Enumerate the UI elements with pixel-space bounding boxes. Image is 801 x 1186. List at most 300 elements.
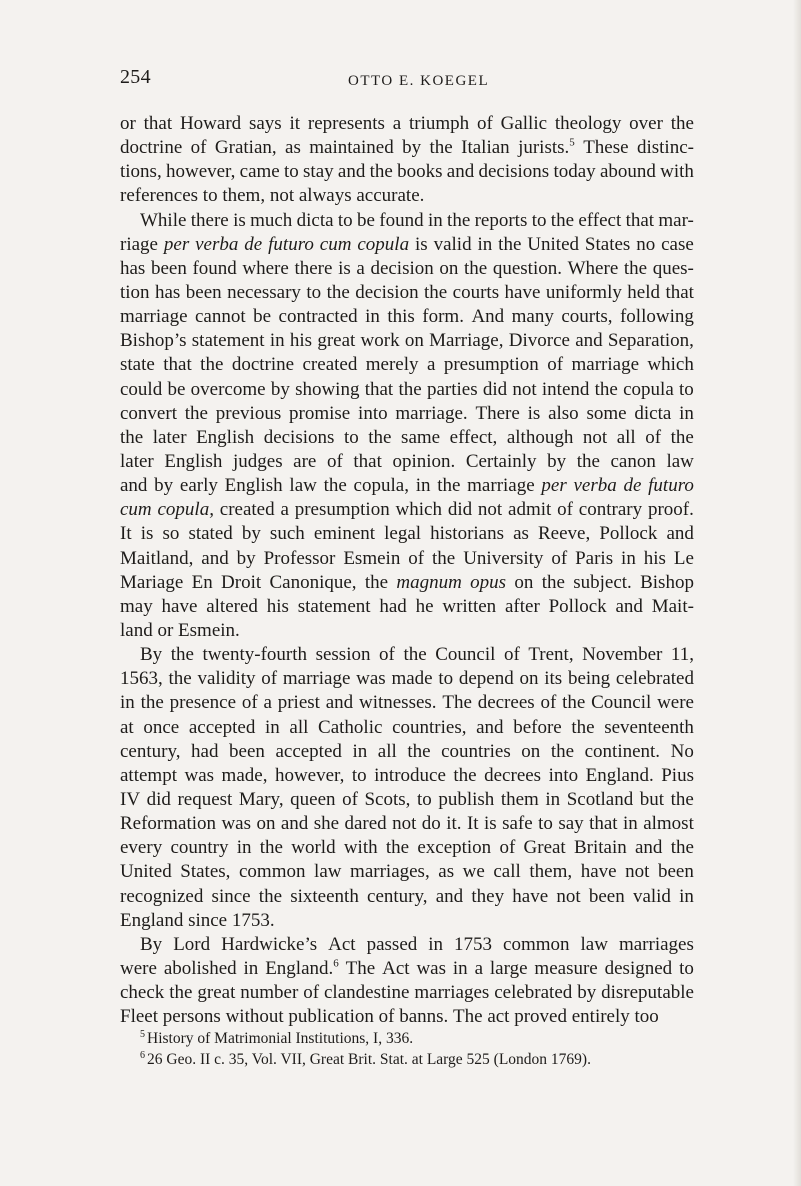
word: 1753.	[231, 909, 275, 931]
word: contracted	[278, 306, 358, 328]
word: and	[280, 813, 309, 835]
word: once	[143, 716, 180, 738]
word: by	[241, 523, 261, 545]
word: University	[463, 547, 544, 569]
word: on	[521, 740, 541, 762]
word: historians	[430, 523, 505, 545]
word: presumption	[294, 499, 390, 521]
word: no	[636, 233, 656, 255]
word: created	[219, 499, 275, 521]
word: of	[326, 450, 343, 472]
text-line	[120, 402, 694, 426]
word: judges	[232, 450, 283, 472]
word: the	[120, 426, 144, 448]
word: check	[120, 982, 165, 1004]
word: have	[512, 885, 549, 907]
word: Paris	[575, 547, 614, 569]
word: opinion.	[392, 450, 456, 472]
word: not	[556, 885, 581, 907]
word: at	[120, 716, 134, 738]
word: call	[493, 861, 521, 883]
word: England.	[585, 764, 654, 786]
footnote	[140, 1028, 700, 1049]
word: his	[643, 547, 666, 569]
word: Bishop	[640, 571, 694, 593]
word: It	[466, 813, 479, 835]
word: mar-	[658, 209, 694, 231]
word: is	[233, 209, 246, 231]
word: of	[408, 547, 425, 569]
word: showing	[295, 378, 360, 400]
word: eminent	[313, 523, 376, 545]
word: Council	[435, 644, 496, 666]
word: of	[551, 547, 568, 569]
word: have	[504, 281, 541, 303]
word: clandestine	[324, 982, 410, 1004]
word: Pollock	[548, 595, 607, 617]
word: this	[387, 306, 415, 328]
word: is	[483, 813, 497, 835]
word: jurists.$^5$	[518, 136, 575, 159]
word: disreputable	[601, 982, 694, 1004]
word: the	[170, 644, 194, 666]
word: been	[657, 861, 694, 883]
word: magnum	[396, 571, 462, 593]
word: did	[146, 788, 171, 810]
footnote-reference: 6	[333, 957, 339, 970]
word: Scots,	[364, 788, 411, 810]
word: and	[435, 885, 464, 907]
word: futuro	[648, 475, 694, 497]
word: of	[476, 113, 493, 134]
word: by	[154, 475, 174, 497]
word: of	[378, 1006, 395, 1028]
word: and	[476, 716, 504, 738]
text-line	[120, 909, 694, 933]
word: was	[184, 764, 215, 786]
text-line	[120, 1005, 694, 1029]
word: after	[504, 595, 540, 617]
word: to	[202, 185, 218, 207]
word: is	[414, 233, 428, 255]
word: been	[229, 740, 265, 762]
text-line	[120, 353, 694, 377]
word: En	[191, 571, 213, 593]
word: the	[550, 209, 575, 231]
word: been	[588, 885, 625, 907]
word: cannot	[194, 306, 246, 328]
word: 1563,	[120, 668, 163, 690]
word: Gratian,	[214, 137, 277, 159]
word: of	[540, 692, 557, 714]
word: marriages,	[350, 861, 430, 883]
text-line	[120, 378, 694, 402]
text-line	[120, 691, 694, 715]
word: Act	[328, 933, 356, 955]
word: the	[498, 233, 522, 255]
word: century,	[367, 885, 428, 907]
word: into	[548, 764, 579, 786]
text-line	[120, 329, 694, 353]
word: persons	[162, 1006, 221, 1028]
word: And	[471, 306, 505, 328]
word: Esmein	[343, 547, 401, 569]
word: since	[211, 885, 251, 907]
word: on	[439, 257, 459, 279]
word: been	[150, 257, 187, 279]
word: the	[169, 982, 193, 1004]
word: are	[293, 450, 317, 472]
word: merely	[365, 354, 419, 376]
word: them,	[222, 185, 266, 207]
word: Le	[673, 547, 694, 569]
word: to	[679, 378, 694, 400]
word: per	[541, 475, 567, 497]
word: marriage	[120, 306, 188, 328]
text-line	[120, 619, 694, 643]
word: cum	[319, 233, 352, 255]
word: tions,	[120, 161, 162, 183]
word: as	[438, 861, 455, 883]
word: came	[239, 161, 280, 183]
word: No	[670, 740, 694, 762]
word: marriages	[414, 982, 490, 1004]
word: marriages	[618, 933, 694, 955]
word: however,	[274, 764, 345, 786]
word: almost	[643, 813, 694, 835]
text-line	[120, 112, 694, 136]
text-line	[120, 788, 694, 812]
word: on	[404, 330, 424, 352]
word: on	[256, 813, 276, 835]
word: the	[424, 281, 448, 303]
word: statement	[191, 330, 265, 352]
word: marriage	[467, 475, 535, 497]
word: previous	[215, 402, 282, 424]
word: to	[283, 161, 299, 183]
word: common	[238, 861, 306, 883]
word: marriage.	[395, 402, 468, 424]
word: the	[323, 475, 347, 497]
word: United	[120, 861, 172, 883]
word: parties	[426, 378, 478, 400]
word: great	[197, 982, 236, 1004]
word: by	[577, 982, 597, 1004]
word: law	[289, 475, 317, 497]
word: the	[670, 837, 694, 859]
word: work	[360, 330, 400, 352]
word: was	[356, 668, 386, 690]
word: banns.	[399, 1006, 449, 1028]
word: be	[253, 306, 272, 328]
text-line	[120, 450, 694, 474]
word: subject.	[573, 571, 632, 593]
word: legal	[384, 523, 422, 545]
word: doctrine	[120, 137, 183, 159]
word: in	[243, 957, 259, 979]
word: seventeenth	[604, 716, 694, 738]
word: the	[594, 378, 618, 400]
word: in	[452, 957, 468, 979]
word: twenty-fourth	[202, 644, 308, 666]
word: to	[351, 764, 367, 786]
word: Britain	[573, 837, 627, 859]
word: validity	[197, 668, 256, 690]
word: The	[345, 957, 376, 979]
word: Pollock	[599, 523, 658, 545]
text-line	[120, 281, 694, 305]
word: to	[438, 668, 454, 690]
word: the	[403, 644, 427, 666]
word: or	[120, 113, 136, 134]
word: law	[666, 450, 694, 472]
word: a	[474, 957, 483, 979]
word: not	[512, 378, 537, 400]
word: passed	[366, 933, 418, 955]
word: is	[527, 402, 541, 424]
body-text	[120, 112, 694, 1029]
word: Marriage,	[429, 330, 504, 352]
word: it	[289, 113, 301, 134]
footnotes	[140, 1028, 700, 1070]
word: the	[447, 209, 471, 231]
word: his	[266, 595, 289, 617]
word: has	[120, 257, 146, 279]
word: By	[140, 933, 163, 955]
word: of	[303, 982, 320, 1004]
word: that	[353, 450, 382, 472]
word: there	[190, 209, 229, 231]
word: It	[120, 523, 132, 545]
word: presence	[169, 692, 237, 714]
word: in	[679, 402, 694, 424]
word: the	[453, 764, 477, 786]
word: Lord	[173, 933, 211, 955]
word: queen	[290, 788, 336, 810]
text-line	[120, 305, 694, 329]
word: English	[224, 475, 283, 497]
word: celebrated	[494, 982, 573, 1004]
word: November	[582, 644, 663, 666]
word: States	[584, 233, 631, 255]
word: did	[482, 378, 508, 400]
word: in	[120, 692, 135, 714]
word: always	[298, 185, 352, 207]
word: There	[475, 402, 520, 424]
text-line	[120, 716, 694, 740]
word: and	[337, 161, 366, 183]
text-line	[120, 184, 694, 208]
word: Mait-	[651, 595, 694, 617]
word: Italian	[461, 137, 510, 159]
word: which	[647, 354, 694, 376]
word: is	[338, 257, 351, 279]
word: the	[562, 692, 586, 714]
word: of	[342, 788, 358, 810]
word: 11,	[670, 644, 694, 666]
word: By	[140, 644, 163, 666]
word: IV	[120, 788, 141, 810]
word: accepted	[275, 740, 342, 762]
word: countries	[441, 740, 511, 762]
word: courts	[452, 281, 500, 303]
word: Council	[591, 692, 652, 714]
word: maintained	[309, 137, 394, 159]
word: the	[571, 716, 595, 738]
word: Howard	[179, 113, 242, 134]
word: Pius	[661, 764, 694, 786]
text-line	[120, 933, 694, 957]
word: and	[575, 330, 603, 352]
word: common	[503, 933, 570, 955]
word: abound	[599, 161, 656, 183]
word: a	[263, 692, 272, 714]
word: proof.	[647, 499, 694, 521]
word: the	[407, 740, 431, 762]
word: recognized	[120, 885, 204, 907]
footnote-mark: 5	[140, 1028, 145, 1040]
word: contrary	[578, 499, 643, 521]
word: the	[364, 571, 389, 593]
word: the	[464, 257, 488, 279]
word: but	[639, 788, 665, 810]
text-line	[120, 233, 694, 257]
word: the	[437, 475, 461, 497]
word: made	[391, 668, 433, 690]
text-line	[120, 160, 694, 184]
text-line	[120, 885, 694, 909]
word: books	[397, 161, 443, 183]
word: law	[580, 933, 608, 955]
text-line	[120, 209, 694, 233]
word: Droit	[221, 571, 262, 593]
word: which	[395, 499, 442, 521]
word: the	[670, 426, 694, 448]
word: the	[140, 692, 164, 714]
word: English	[196, 426, 255, 448]
word: necessary	[227, 281, 301, 303]
word: with	[660, 161, 694, 183]
word: following	[619, 306, 694, 328]
footnote-reference: 5	[569, 136, 575, 149]
word: stay	[303, 161, 334, 183]
word: theology	[554, 113, 622, 134]
word: decisions	[478, 161, 550, 183]
word: stated	[188, 523, 233, 545]
word: and	[666, 523, 694, 545]
word: such	[269, 523, 305, 545]
word: also	[548, 402, 579, 424]
word: doctrine	[231, 354, 295, 376]
word: in	[365, 306, 380, 328]
footnote-text: 26 Geo. II c. 35, Vol. VII, Great Brit. Stat. at Large 525 (London 1769).	[147, 1051, 591, 1068]
word: convert	[120, 402, 177, 424]
word: where	[242, 257, 289, 279]
text-line	[120, 981, 694, 1005]
word: Where	[567, 257, 619, 279]
word: tion	[120, 281, 150, 303]
text-line	[120, 136, 694, 160]
word: Trent,	[528, 644, 574, 666]
word: was	[221, 813, 252, 835]
footnote-text: History of Matrimonial Institutions, I, 336.	[147, 1030, 414, 1047]
word: Act	[382, 957, 410, 979]
word: the	[623, 257, 648, 279]
word: to	[416, 788, 432, 810]
word: the	[258, 885, 283, 907]
word: in	[545, 788, 561, 810]
word: Reeve,	[538, 523, 591, 545]
word: later	[152, 426, 187, 448]
word: may	[120, 595, 153, 617]
word: depend	[458, 668, 514, 690]
word: large	[489, 957, 528, 979]
word: session	[315, 644, 371, 666]
word: on	[519, 668, 539, 690]
word: references	[120, 185, 199, 207]
word: in	[622, 813, 638, 835]
word: overcome	[190, 378, 266, 400]
word: dicta	[296, 209, 334, 231]
word: the	[168, 668, 192, 690]
word: countries,	[392, 716, 467, 738]
word: being	[567, 668, 611, 690]
word: were	[120, 957, 157, 979]
word: of	[645, 426, 662, 448]
word: These	[583, 137, 629, 159]
word: dared	[344, 813, 387, 835]
word: as	[285, 137, 301, 159]
text-line	[120, 836, 694, 860]
word: Gallic	[500, 113, 548, 134]
word: with	[343, 837, 378, 859]
word: Professor	[263, 547, 336, 569]
paragraph	[120, 933, 694, 1030]
word: Mary,	[238, 788, 284, 810]
word: and	[446, 161, 475, 183]
word: and	[201, 547, 229, 569]
word: riage	[120, 233, 158, 255]
word: decrees	[477, 692, 535, 714]
word: in	[621, 547, 636, 569]
word: in	[264, 716, 280, 738]
word: United	[527, 233, 580, 255]
word: of	[379, 644, 395, 666]
word: effect,	[449, 426, 498, 448]
text-line	[120, 957, 694, 981]
word: a	[280, 499, 289, 521]
word: valid	[632, 885, 671, 907]
word: question.	[492, 257, 562, 279]
word: de	[244, 233, 263, 255]
word: not	[392, 813, 417, 835]
word: on	[514, 571, 534, 593]
word: early	[179, 475, 218, 497]
word: a	[356, 257, 365, 279]
word: continent.	[584, 740, 661, 762]
text-line	[120, 740, 694, 764]
word: priest	[277, 692, 320, 714]
word: in	[477, 233, 493, 255]
page-header	[120, 66, 690, 96]
text-line	[120, 667, 694, 691]
word: has	[155, 281, 181, 303]
word: in	[427, 209, 443, 231]
word: state	[120, 354, 155, 376]
word: witnesses.	[358, 692, 437, 714]
word: all	[289, 716, 309, 738]
word: that	[665, 281, 694, 303]
